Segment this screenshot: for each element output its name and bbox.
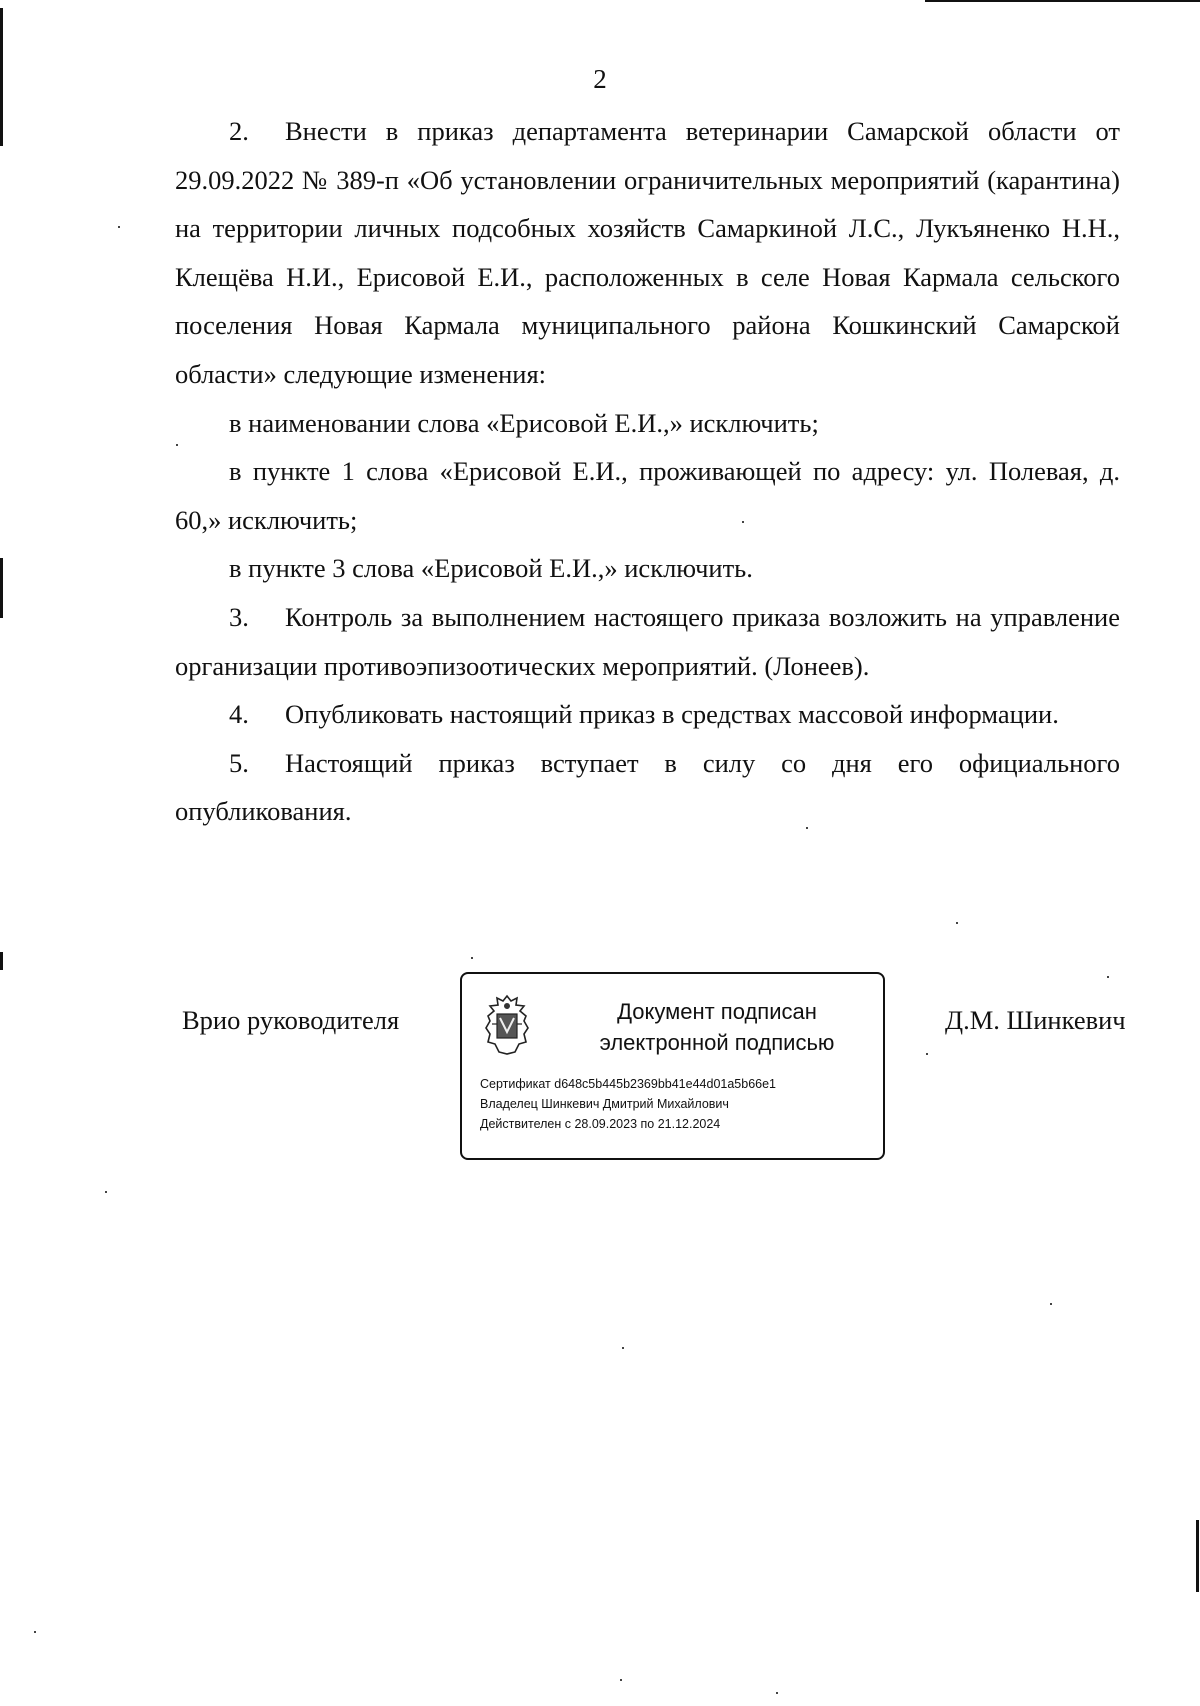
signer-position: Врио руководителя [182,1005,400,1035]
paragraph-number: 4. [229,699,249,730]
stamp-title-line-2: электронной подписью [599,1030,835,1055]
scan-edge-line [925,0,1200,2]
paragraph-4 [175,690,1120,739]
certificate-validity: Действителен с 28.09.2023 по 21.12.2024 [480,1117,721,1131]
signer-name: Д.М. Шинкевич [945,1005,1126,1035]
paragraph-number: 3. [229,601,249,632]
scan-speck [118,226,120,228]
scan-speck [1107,976,1109,978]
scan-speck [620,1679,622,1681]
paragraph-text: Внести в приказ департамента ветеринарии Самарской области от 29.09.2022 № 389-п «Об установлении ограничительных мероприятий (карантина) на территории личных подсобных хозяйств Самаркиной Л.С., Лукъяненко Н.Н., Клещёва Н.И., Ерисовой Е.И., расположенных в селе Новая Кармала сельского поселения Новая Кармала муниципального района Кошкинский Самарской области» следующие изменения: [175,116,1120,389]
scan-margin-mark [0,952,3,970]
stamp-details [480,1074,776,1134]
paragraph-number: 2. [229,116,249,146]
scan-margin-mark [0,558,3,618]
scan-speck [1050,1303,1052,1305]
scan-speck [742,521,744,523]
scan-speck [776,1692,778,1694]
scan-speck [956,922,958,924]
scan-speck [926,1053,928,1055]
paragraph-text: в пункте 1 слова «Ерисовой Е.И., проживающей по адресу: ул. Полевая, д. 60,» исключить; [175,456,1120,535]
scan-margin-mark [1196,1520,1199,1592]
paragraph-2 [175,107,1120,399]
certificate-number: Сертификат d648c5b445b2369bb41e44d01a5b66e1 [480,1077,777,1091]
electronic-signature-stamp [460,972,885,1160]
scan-speck [622,1347,624,1349]
paragraph-number: 5. [229,747,249,778]
paragraph-text: Контроль за выполнением настоящего приказа возложить на управление организации противоэпизоотических мероприятий. (Лонеев). [175,601,1120,681]
page-number: 2 [593,64,607,94]
scan-speck [806,827,808,829]
amendment-point-3 [175,544,1120,593]
paragraph-3 [175,593,1120,690]
certificate-owner: Владелец Шинкевич Дмитрий Михайлович [480,1097,729,1111]
paragraph-text: Опубликовать настоящий приказ в средствах массовой информации. [285,699,1059,730]
document-body [175,107,1120,836]
amendment-point-1 [175,447,1120,544]
scan-speck [105,1191,107,1193]
stamp-title-line-1: Документ подписан [617,999,817,1024]
paragraph-text: Настоящий приказ вступает в силу со дня его официального опубликования. [175,747,1120,827]
scan-speck [176,444,178,446]
scan-speck [471,957,473,959]
paragraph-text: в пункте 3 слова «Ерисовой Е.И.,» исключить. [229,553,753,584]
paragraph-text: в наименовании слова «Ерисовой Е.И.,» исключить; [229,407,819,438]
paragraph-5 [175,739,1120,836]
coat-of-arms-icon [480,994,534,1056]
scan-speck [34,1631,36,1633]
scan-margin-mark [0,8,3,146]
amendment-title [175,399,1120,448]
stamp-title [572,996,862,1058]
